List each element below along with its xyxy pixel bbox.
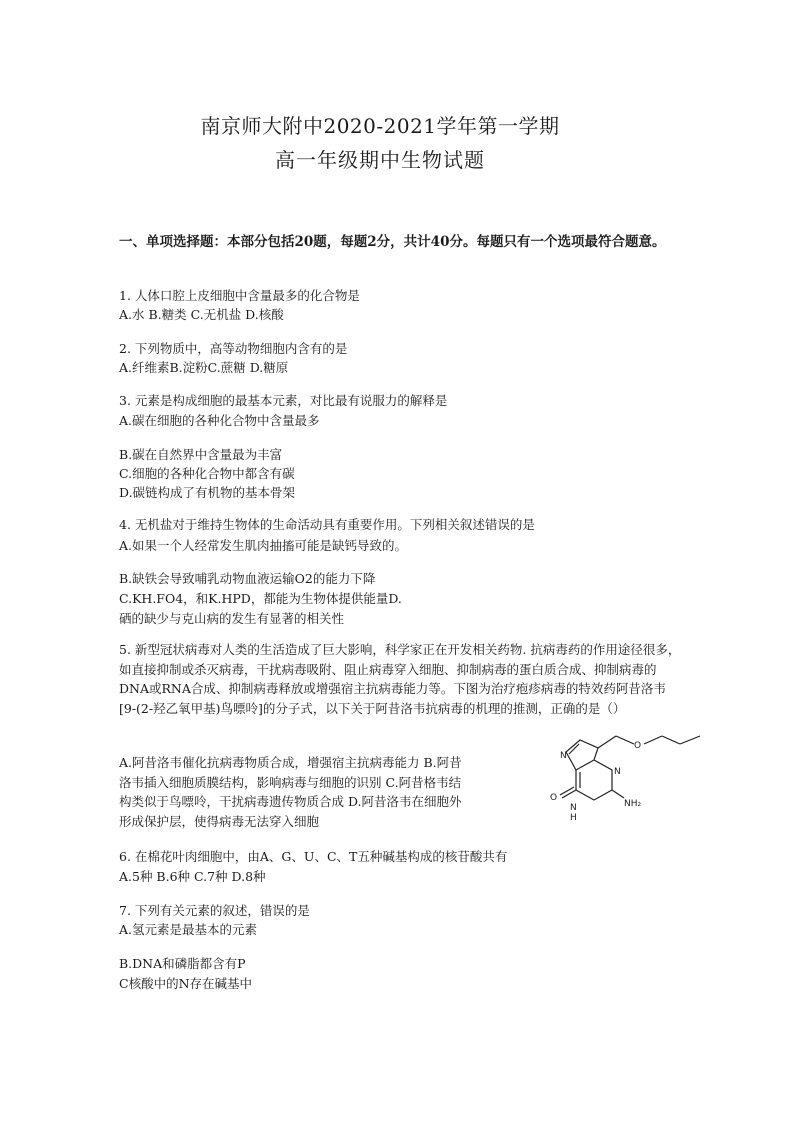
question-5-stem: 5. 新型冠状病毒对人类的生活造成了巨大影响，科学家正在开发相关药物. 抗病毒药的作用途径很多，如直接抑制或杀灭病毒，干扰病毒吸附、阻止病毒穿入细胞、抑制病毒的蛋白质合成、抑制病毒的DNA或RNA合成、抑制病毒释放或增强宿主抗病毒能力等。下图为治疗疱疹病毒的特效药阿昔洛韦[9-(2-羟乙氧甲基)鸟嘌呤]的分子式，以下关于阿昔洛韦抗病毒的机理的推测，正确的是（） xyxy=(119,642,681,716)
question-4-option-c: C.KH.FO4，和K.HPD，都能为生物体提供能量D. xyxy=(119,591,402,606)
atom-o2-label: O xyxy=(550,793,558,803)
atom-nh2-label: NH₂ xyxy=(624,799,642,809)
atom-n-label: N xyxy=(560,751,567,761)
atom-o-label: O xyxy=(634,741,642,751)
question-3-option-d: D.碳链构成了有机物的基本骨架 xyxy=(119,485,296,500)
section-heading: 一、单项选择题：本部分包括20题，每题2分，共计40分。每题只有一个选项最符合题意。 xyxy=(119,234,666,250)
question-3-option-b: B.碳在自然界中含量最为丰富 xyxy=(119,447,283,462)
exam-subtitle: 高一年级期中生物试题 xyxy=(275,148,485,172)
question-2-options: A.纤维素B.淀粉C.蔗糖 D.糖原 xyxy=(119,360,289,375)
question-7-option-b: B.DNA和磷脂都含有P xyxy=(119,956,246,971)
question-4-stem: 4. 无机盐对于维持生物体的生命活动具有重要作用。下列相关叙述错误的是 xyxy=(119,517,535,532)
question-5-options: A.阿昔洛韦催化抗病毒物质合成，增强宿主抗病毒能力 B.阿昔洛韦插入细胞质膜结构，影响病毒与细胞的识别 C.阿昔格韦结构类似于鸟嘌呤，干扰病毒遗传物质合成 D.阿昔洛韦在细胞外形成保护层，使得病毒无法穿入细胞 xyxy=(119,755,462,829)
atom-h-label: H xyxy=(570,813,577,823)
atom-n2-label: N xyxy=(614,767,621,777)
question-2-stem: 2. 下列物质中，高等动物细胞内含有的是 xyxy=(119,341,348,356)
question-4-option-d: 硒的缺少与克山病的发生有显著的相关性 xyxy=(119,611,345,626)
question-4-option-a: A.如果一个人经常发生肌肉抽搐可能是缺钙导致的。 xyxy=(119,538,408,553)
question-1-options: A.水 B.糖类 C.无机盐 D.核酸 xyxy=(119,307,284,322)
question-7-option-c: C核酸中的N存在碱基中 xyxy=(119,976,253,991)
acyclovir-structure-figure xyxy=(548,728,708,840)
question-4-option-b: B.缺铁会导致哺乳动物血液运输O2的能力下降 xyxy=(119,571,376,586)
question-7-option-a: A.氢元素是最基本的元素 xyxy=(119,922,258,937)
question-6-stem: 6. 在棉花叶肉细胞中，由A、G、U、C、T五种碱基构成的核苷酸共有 xyxy=(119,849,508,864)
question-6-options: A.5种 B.6种 C.7种 D.8种 xyxy=(119,869,266,884)
atom-hn-label: N xyxy=(570,803,577,813)
question-1-stem: 1. 人体口腔上皮细胞中含量最多的化合物是 xyxy=(119,288,360,303)
question-3-stem: 3. 元素是构成细胞的最基本元素，对比最有说服力的解释是 xyxy=(119,393,448,408)
question-3-option-a: A.碳在细胞的各种化合物中含量最多 xyxy=(119,413,320,428)
question-3-option-c: C.细胞的各种化合物中都含有碳 xyxy=(119,466,295,481)
exam-title: 南京师大附中2020-2021学年第一学期 xyxy=(200,114,560,138)
question-7-stem: 7. 下列有关元素的叙述，错误的是 xyxy=(119,903,310,918)
